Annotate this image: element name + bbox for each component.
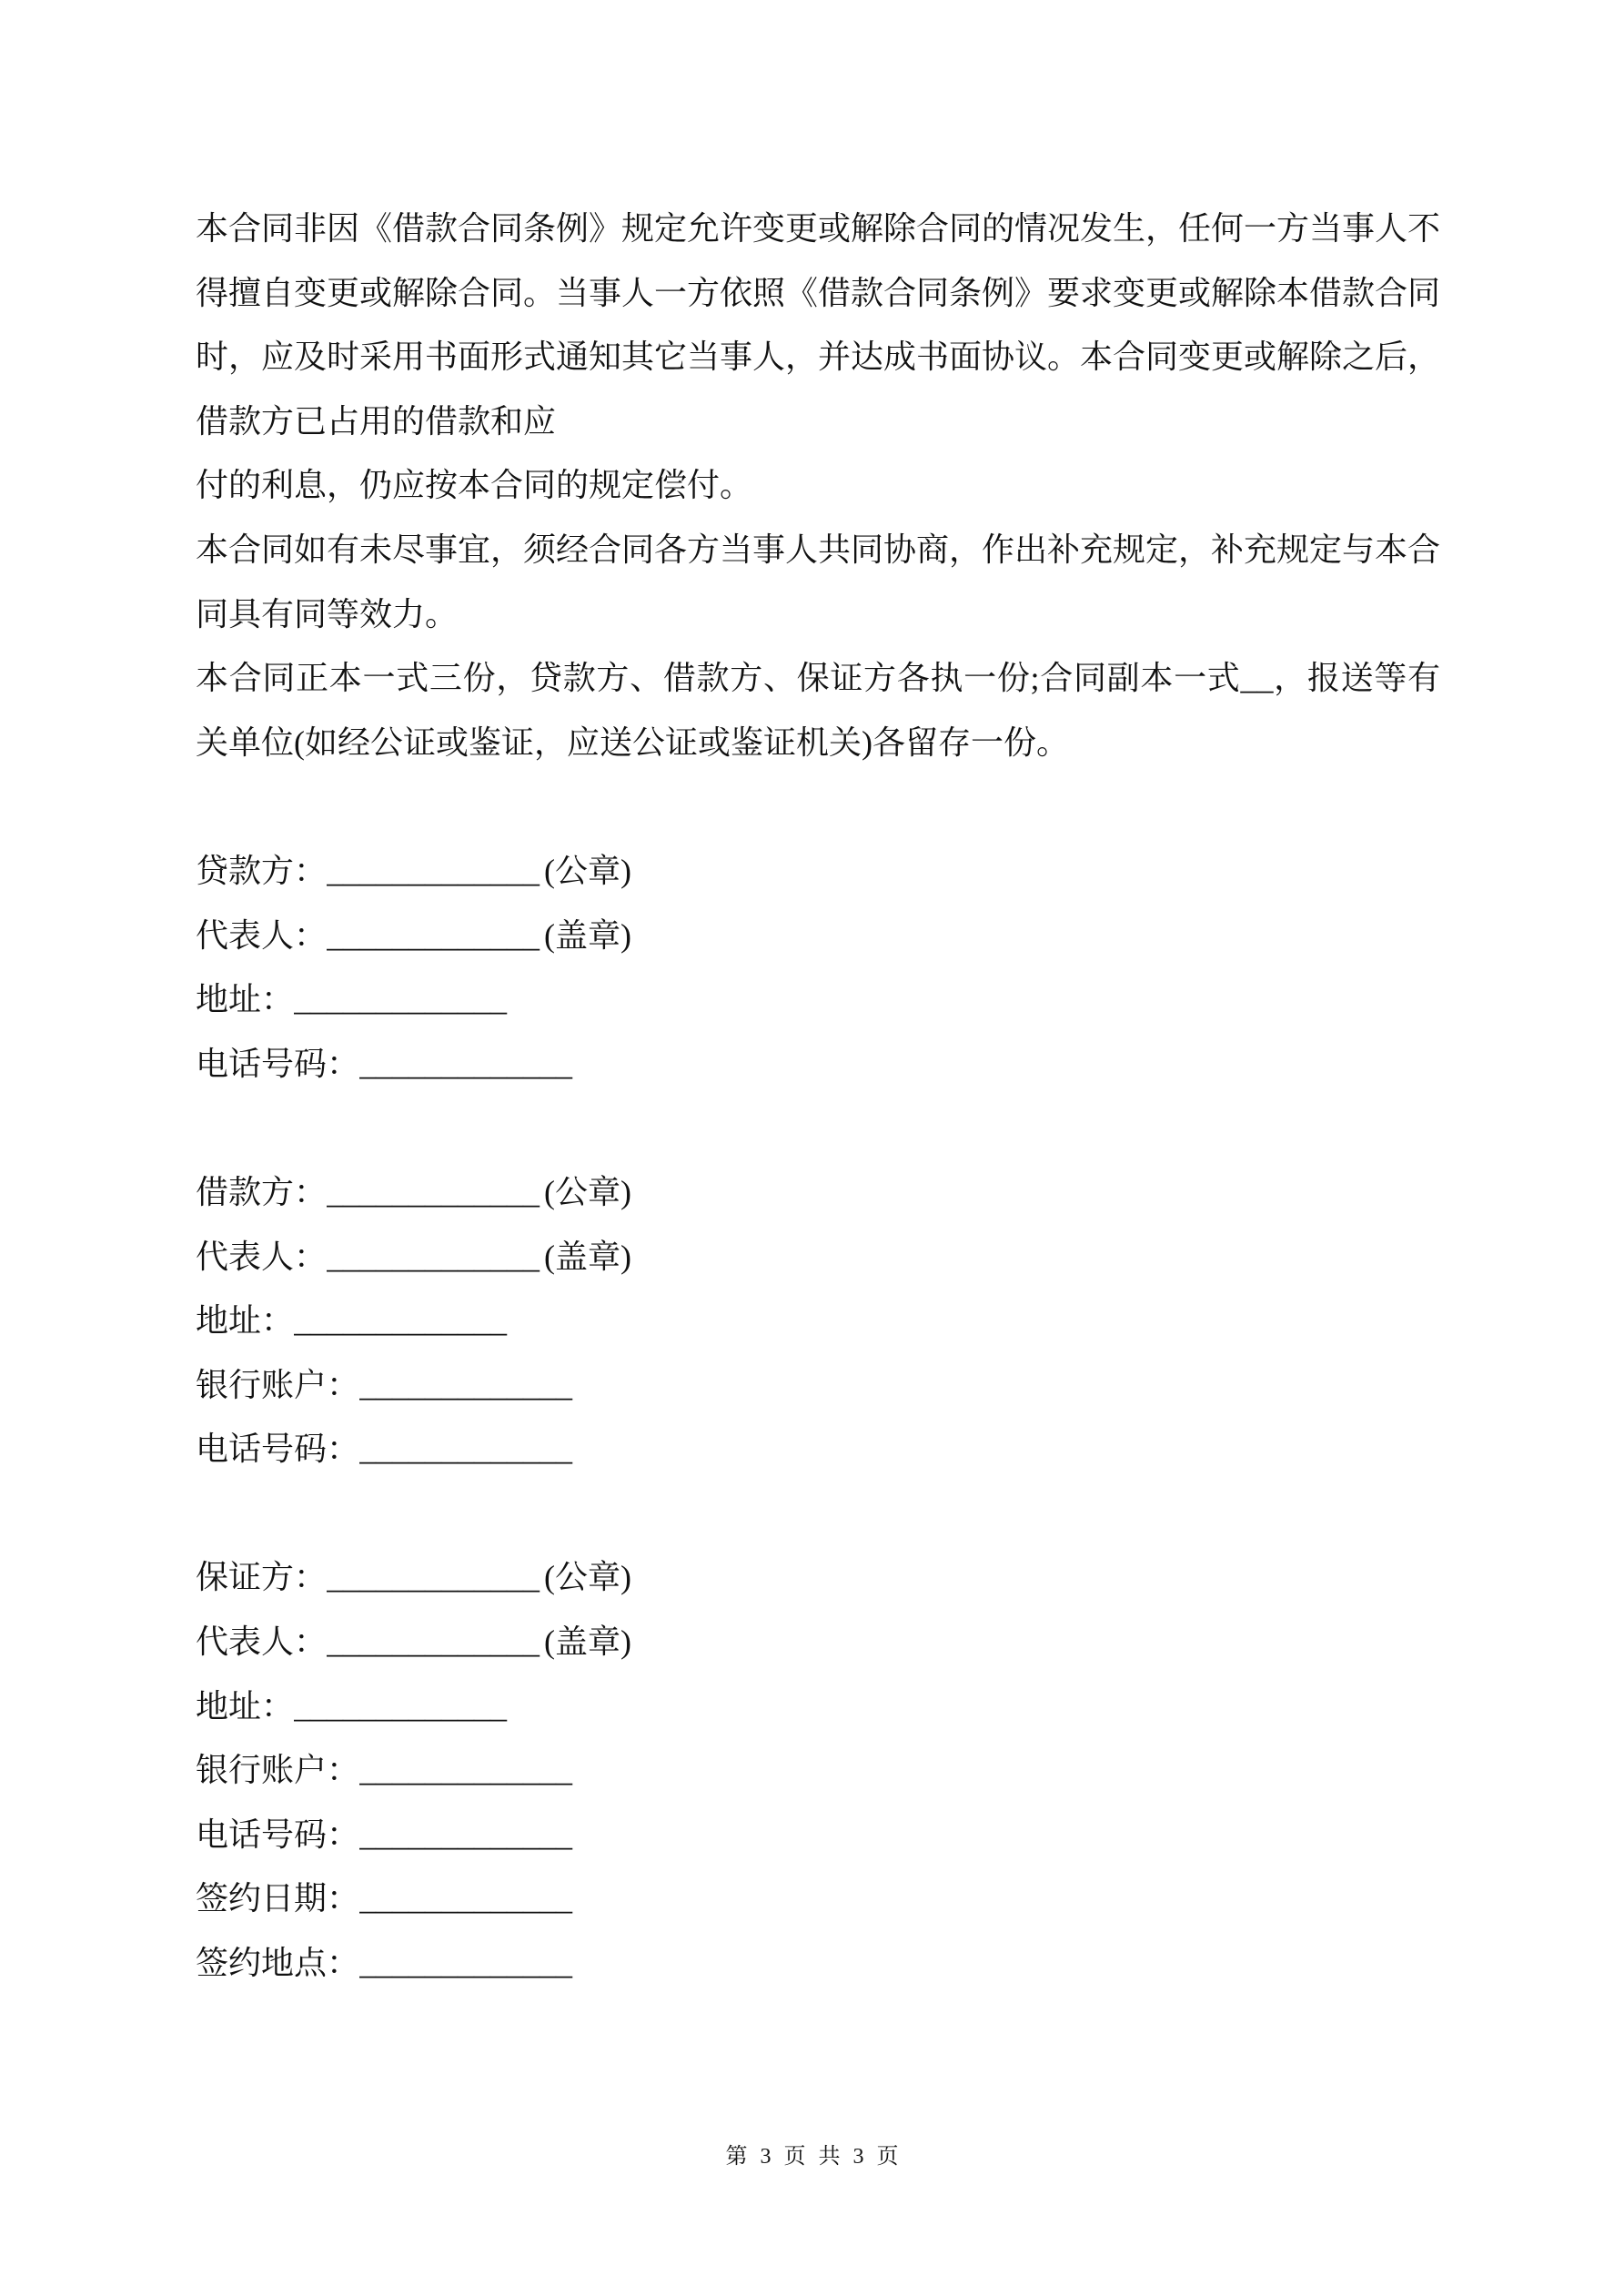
fill-in-blank: _____________ [359, 1366, 573, 1403]
lender-phone-field [196, 1032, 1440, 1097]
guarantor-representative-field [196, 1610, 1440, 1674]
fill-in-blank: _____________ [327, 1623, 540, 1661]
total-page-count: 3 [852, 2145, 864, 2169]
field-label: 代表人： [196, 1623, 328, 1661]
document-body [196, 197, 1440, 1996]
guarantor-party-field [196, 1545, 1440, 1610]
fill-in-blank: _____________ [359, 1880, 573, 1917]
field-label: 银行账户： [196, 1366, 360, 1403]
lender-address-field [196, 967, 1440, 1032]
field-label: 签约日期： [196, 1880, 360, 1917]
signing-place-field [196, 1931, 1440, 1996]
clause-paragraph-supplementary [196, 518, 1440, 646]
guarantor-signature-block [196, 1545, 1440, 1995]
field-label: 签约地点： [196, 1945, 360, 1982]
fill-in-blank: _____________ [327, 852, 540, 889]
field-label: 地址： [196, 1302, 295, 1340]
field-label: 代表人： [196, 1238, 328, 1275]
paragraph-line: 同具有同等效力。 [196, 595, 459, 632]
borrower-bank-account-field [196, 1353, 1440, 1418]
paragraph-line: 本合同非因《借款合同条例》规定允许变更或解除合同的情况发生，任何一方当事人不 [196, 210, 1441, 247]
paragraph-line: 本合同正本一式三份，贷款方、借款方、保证方各执一份;合同副本一式__，报送等有 [196, 660, 1440, 697]
lender-representative-field [196, 904, 1440, 968]
total-prefix: 共 [818, 2145, 841, 2169]
page-prefix: 第 [725, 2145, 748, 2169]
paragraph-line: 得擅自变更或解除合同。当事人一方依照《借款合同条例》要求变更或解除本借款合同 [196, 274, 1441, 311]
total-suffix: 页 [876, 2145, 899, 2169]
seal-note: (盖章) [544, 1623, 631, 1661]
page-suffix: 页 [783, 2145, 806, 2169]
fill-in-blank: _____________ [327, 1173, 540, 1210]
seal-note: (盖章) [544, 1238, 631, 1275]
fill-in-blank: _____________ [294, 1687, 508, 1725]
fill-in-blank: _____________ [359, 1752, 573, 1789]
fill-in-blank: _____________ [359, 1945, 573, 1982]
paragraph-line: 借款方已占用的借款和应 [196, 402, 557, 440]
field-label: 电话号码： [196, 1045, 360, 1082]
borrower-signature-block [196, 1160, 1440, 1482]
seal-note: (盖章) [544, 916, 631, 954]
guarantor-phone-field [196, 1803, 1440, 1867]
fill-in-blank: _____________ [359, 1045, 573, 1082]
clause-paragraph-copies [196, 646, 1440, 774]
borrower-representative-field [196, 1225, 1440, 1290]
field-label: 保证方： [196, 1559, 328, 1596]
field-label: 借款方： [196, 1173, 328, 1210]
borrower-party-field [196, 1160, 1440, 1225]
field-label: 电话号码： [196, 1816, 360, 1853]
borrower-address-field [196, 1289, 1440, 1353]
field-label: 地址： [196, 1687, 295, 1725]
page-footer [0, 2144, 1624, 2170]
signing-date-field [196, 1866, 1440, 1931]
field-label: 代表人： [196, 916, 328, 954]
field-label: 贷款方： [196, 852, 328, 889]
guarantor-bank-account-field [196, 1738, 1440, 1803]
fill-in-blank: _____________ [359, 1816, 573, 1853]
lender-party-field [196, 839, 1440, 904]
seal-note: (公章) [544, 1559, 631, 1596]
field-label: 电话号码： [196, 1431, 360, 1468]
fill-in-blank: _____________ [294, 1302, 508, 1340]
field-label: 地址： [196, 981, 295, 1018]
current-page-number: 3 [760, 2145, 772, 2169]
field-label: 银行账户： [196, 1752, 360, 1789]
fill-in-blank: _____________ [327, 916, 540, 954]
lender-signature-block [196, 839, 1440, 1096]
seal-note: (公章) [544, 852, 631, 889]
paragraph-line: 时，应及时采用书面形式通知其它当事人，并达成书面协议。本合同变更或解除之后， [196, 339, 1441, 376]
clause-paragraph-change-termination [196, 197, 1440, 518]
guarantor-address-field [196, 1674, 1440, 1739]
fill-in-blank: _____________ [359, 1431, 573, 1468]
paragraph-line: 关单位(如经公证或鉴证，应送公证或鉴证机关)各留存一份。 [196, 723, 1069, 761]
seal-note: (公章) [544, 1173, 631, 1210]
paragraph-line: 本合同如有未尽事宜，须经合同各方当事人共同协商，作出补充规定，补充规定与本合 [196, 531, 1441, 568]
paragraph-line: 付的利息，仍应按本合同的规定偿付。 [196, 467, 753, 504]
fill-in-blank: _____________ [327, 1238, 540, 1275]
fill-in-blank: _____________ [294, 981, 508, 1018]
borrower-phone-field [196, 1417, 1440, 1482]
fill-in-blank: _____________ [327, 1559, 540, 1596]
